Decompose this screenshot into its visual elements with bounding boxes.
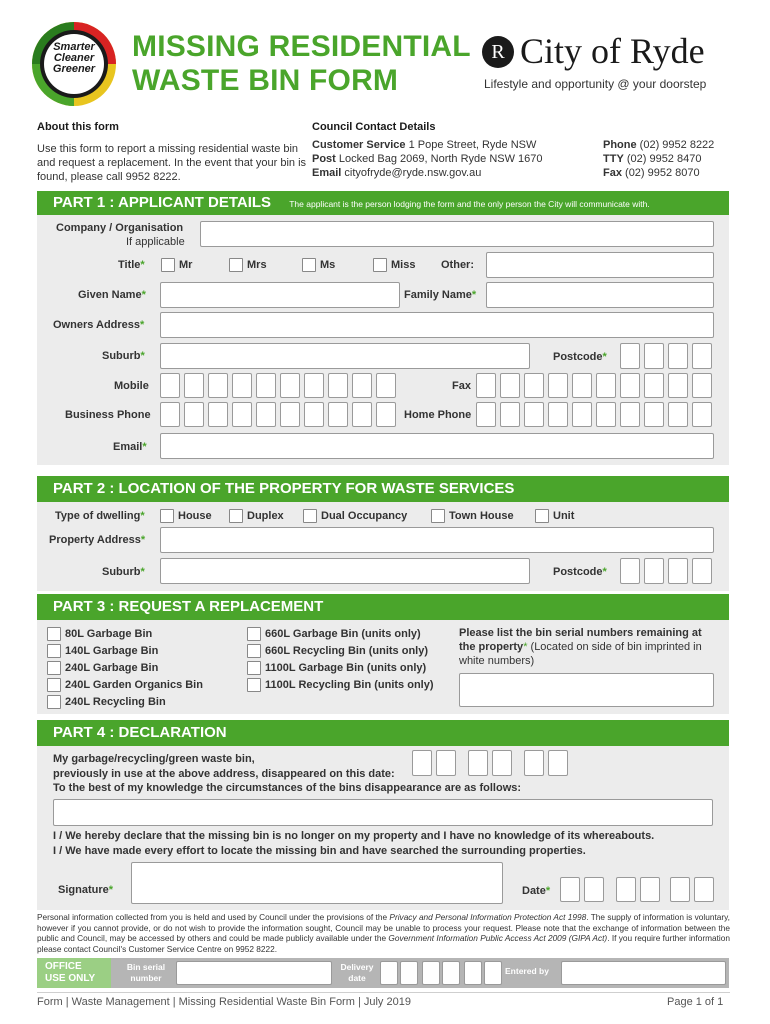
office-entered-by-label: Entered by	[505, 966, 549, 976]
title-ms-label: Ms	[320, 259, 336, 271]
privacy-notice: Personal information collected from you is held and used by Council under the provisions of the Privacy and Personal Information Protection Act 1998. The supply of information is voluntary, however if you cannot provide, or do not wish to provide the information sought, Council may be unable to process your request. Please note that the exchange of information between the public and Council, may be accessed by others and could be made publicly available under the Government Information Public Access Act 2009 (GIPA Act). If you require further information please contact Council's Customer Service Centre on 9952 8222.	[37, 912, 730, 954]
declaration-statements: I / We hereby declare that the missing bin is no longer on my property and I have no knowledge of its whereabouts. I / We have made every effort to locate the missing bin and have searched the surrounding properties.	[53, 830, 655, 857]
title-miss-checkbox[interactable]	[373, 258, 387, 272]
title-ms-checkbox[interactable]	[302, 258, 316, 272]
bin-240l-recycling-label: 240L Recycling Bin	[65, 696, 166, 708]
office-serial-input[interactable]	[176, 961, 332, 985]
office-delivery-label: Delivery date	[340, 962, 374, 983]
contact-heading: Council Contact Details	[312, 121, 436, 133]
contact-phones: Phone (02) 9952 8222 TTY (02) 9952 8470 Fax (02) 9952 8070	[603, 139, 715, 179]
fax-label: Fax	[452, 380, 471, 392]
about-text: Use this form to report a missing residential waste bin and request a replacement. In the event that your bin is found, please call 9952 8222.	[37, 143, 307, 183]
suburb-label: Suburb*	[102, 350, 145, 362]
bin-1100l-recycling-checkbox[interactable]	[247, 678, 261, 692]
title-other-label: Other:	[441, 259, 474, 271]
about-heading: About this form	[37, 121, 119, 133]
email-input[interactable]	[160, 433, 714, 459]
footer-divider	[37, 992, 730, 993]
form-title-line2: WASTE BIN FORM	[132, 64, 399, 97]
part3-title: PART 3 : REQUEST A REPLACEMENT	[53, 598, 324, 615]
title-mr-checkbox[interactable]	[161, 258, 175, 272]
bin-240l-recycling-checkbox[interactable]	[47, 695, 61, 709]
office-use-label: OFFICE USE ONLY	[37, 958, 111, 988]
bin-80l-garbage-checkbox[interactable]	[47, 627, 61, 641]
owners-address-label: Owners Address*	[53, 319, 145, 331]
bin-140l-garbage-label: 140L Garbage Bin	[65, 645, 159, 657]
signature-input[interactable]	[131, 862, 503, 904]
form-title-line1: MISSING RESIDENTIAL	[132, 30, 471, 63]
office-serial-label: Bin serial number	[126, 962, 166, 983]
serial-instructions: Please list the bin serial numbers remaining at the property* (Located on side of bin imprinted in white numbers)	[459, 627, 702, 667]
suburb-input[interactable]	[160, 343, 530, 369]
business-phone-label: Business Phone	[65, 409, 151, 421]
dwelling-duplex-checkbox[interactable]	[229, 509, 243, 523]
dwelling-dual-checkbox[interactable]	[303, 509, 317, 523]
given-name-label: Given Name*	[78, 289, 146, 301]
council-tagline: Lifestyle and opportunity @ your doorstep	[484, 77, 707, 91]
council-name: City of Ryde	[520, 31, 705, 71]
property-postcode-label: Postcode*	[553, 566, 607, 578]
part3-header	[37, 594, 729, 620]
dwelling-townhouse-checkbox[interactable]	[431, 509, 445, 523]
date-label: Date*	[522, 885, 551, 897]
footer-left: Form | Waste Management | Missing Residential Waste Bin Form | July 2019	[37, 996, 411, 1008]
bin-1100l-recycling-label: 1100L Recycling Bin (units only)	[265, 679, 434, 691]
part2-header	[37, 476, 729, 502]
part1-header	[37, 191, 729, 215]
dwelling-unit-checkbox[interactable]	[535, 509, 549, 523]
company-input[interactable]	[200, 221, 714, 247]
title-mr-label: Mr	[179, 259, 193, 271]
postcode-label: Postcode*	[553, 351, 607, 363]
owners-address-input[interactable]	[160, 312, 714, 338]
part4-header	[37, 720, 729, 746]
property-address-label: Property Address*	[49, 534, 146, 546]
part4-title: PART 4 : DECLARATION	[53, 724, 227, 741]
bin-1100l-garbage-label: 1100L Garbage Bin (units only)	[265, 662, 427, 674]
circumstances-input[interactable]	[53, 799, 713, 826]
bin-140l-garbage-checkbox[interactable]	[47, 644, 61, 658]
bin-240l-garden-label: 240L Garden Organics Bin	[65, 679, 203, 691]
bin-660l-recycling-checkbox[interactable]	[247, 644, 261, 658]
property-suburb-input[interactable]	[160, 558, 530, 584]
bin-1100l-garbage-checkbox[interactable]	[247, 661, 261, 675]
serial-numbers-input[interactable]	[459, 673, 714, 707]
mobile-label: Mobile	[114, 380, 149, 392]
bin-240l-garden-checkbox[interactable]	[47, 678, 61, 692]
title-mrs-label: Mrs	[247, 259, 267, 271]
dwelling-unit-label: Unit	[553, 510, 575, 522]
declaration-intro: My garbage/recycling/green waste bin, previously in use at the above address, disappeared on this date: To the best of my knowledge the circumstances of the bins disappearance are as follows:	[53, 753, 522, 794]
dwelling-house-label: House	[178, 510, 212, 522]
title-miss-label: Miss	[391, 259, 416, 271]
dwelling-dual-label: Dual Occupancy	[321, 510, 408, 522]
title-label: Title*	[118, 259, 145, 271]
home-phone-label: Home Phone	[404, 409, 472, 421]
family-name-input[interactable]	[486, 282, 714, 308]
signature-label: Signature*	[58, 884, 114, 896]
bin-80l-garbage-label: 80L Garbage Bin	[65, 628, 153, 640]
title-other-input[interactable]	[486, 252, 714, 278]
bin-660l-garbage-checkbox[interactable]	[247, 627, 261, 641]
email-label: Email*	[113, 441, 147, 453]
part1-title: PART 1 : APPLICANT DETAILS	[53, 194, 272, 211]
company-sub-label: If applicable	[126, 236, 185, 248]
part2-title: PART 2 : LOCATION OF THE PROPERTY FOR WASTE SERVICES	[53, 480, 515, 497]
city-of-ryde-logo-icon: R	[482, 36, 514, 68]
family-name-label: Family Name*	[404, 289, 477, 301]
dwelling-label: Type of dwelling*	[55, 510, 145, 522]
contact-details: Customer Service 1 Pope Street, Ryde NSW Post Locked Bag 2069, North Ryde NSW 1670 Email cityofryde@ryde.nsw.gov.au	[312, 139, 543, 179]
footer-page-number: Page 1 of 1	[667, 996, 724, 1008]
dwelling-townhouse-label: Town House	[449, 510, 514, 522]
office-entered-by-input[interactable]	[561, 961, 726, 985]
company-label: Company / Organisation	[56, 222, 184, 234]
part1-note: The applicant is the person lodging the form and the only person the City will communicate with.	[289, 199, 650, 209]
given-name-input[interactable]	[160, 282, 400, 308]
bin-660l-recycling-label: 660L Recycling Bin (units only)	[265, 645, 428, 657]
property-suburb-label: Suburb*	[102, 566, 145, 578]
bin-240l-garbage-label: 240L Garbage Bin	[65, 662, 159, 674]
property-address-input[interactable]	[160, 527, 714, 553]
bin-240l-garbage-checkbox[interactable]	[47, 661, 61, 675]
dwelling-house-checkbox[interactable]	[160, 509, 174, 523]
title-mrs-checkbox[interactable]	[229, 258, 243, 272]
bin-660l-garbage-label: 660L Garbage Bin (units only)	[265, 628, 421, 640]
logo-text: Smarter Cleaner Greener	[52, 41, 96, 75]
dwelling-duplex-label: Duplex	[247, 510, 284, 522]
